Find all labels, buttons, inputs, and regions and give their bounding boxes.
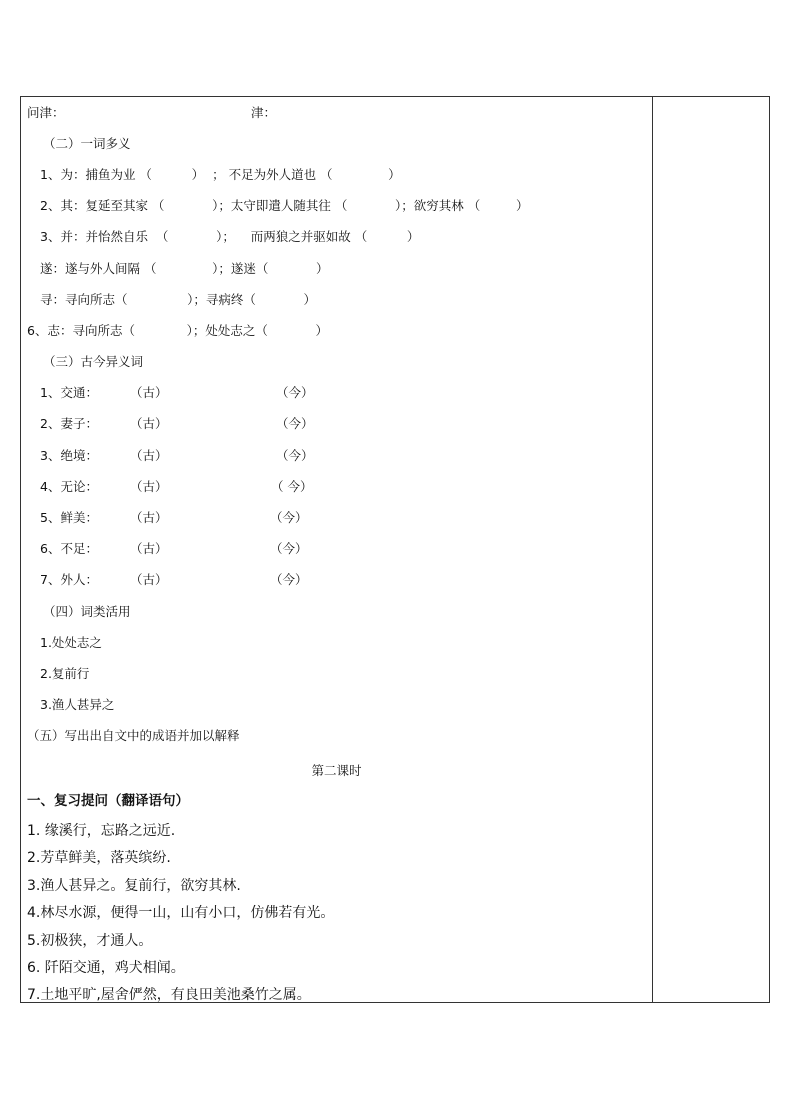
sec3-gu: （古） bbox=[130, 479, 168, 494]
sec3-term: 4、无论： bbox=[40, 479, 98, 494]
sec3-jin: （今） bbox=[276, 448, 314, 463]
sec4-item: 1.处处志之 bbox=[40, 635, 102, 650]
review-sentence: 5.初极狭，才通人。 bbox=[27, 933, 153, 949]
sec3-term: 1、交通： bbox=[40, 385, 98, 400]
sec3-jin: （今） bbox=[276, 385, 314, 400]
sec3-gu: （古） bbox=[130, 541, 168, 556]
sec2-heading: （二）一词多义 bbox=[43, 136, 131, 151]
review-heading: 一、复习提问（翻译语句） bbox=[27, 793, 189, 809]
wenjin-label: 问津： bbox=[27, 105, 65, 120]
sec4-heading: （四）词类活用 bbox=[43, 604, 131, 619]
sec3-term: 3、绝境： bbox=[40, 448, 98, 463]
review-sentence: 1. 缘溪行，忘路之远近. bbox=[27, 823, 176, 839]
sec4-item: 2.复前行 bbox=[40, 666, 90, 681]
review-sentence: 2.芳草鲜美，落英缤纷. bbox=[27, 850, 171, 866]
sec2-item: 6、志：寻向所志（ ）；处处志之（ ） bbox=[27, 323, 329, 338]
sec3-term: 5、鲜美： bbox=[40, 510, 98, 525]
review-sentence: 7.土地平旷,屋舍俨然，有良田美池桑竹之属。 bbox=[27, 987, 311, 1003]
sec3-term: 7、外人： bbox=[40, 572, 98, 587]
sec3-jin: （今） bbox=[276, 416, 314, 431]
sec3-term: 6、不足： bbox=[40, 541, 98, 556]
sec3-gu: （古） bbox=[130, 510, 168, 525]
column-divider bbox=[652, 97, 653, 1002]
sec2-item: 2、其：复延至其家 （ ）；太守即遣人随其往 （ ）；欲穷其林 （ ） bbox=[40, 198, 529, 213]
sec3-term: 2、妻子： bbox=[40, 416, 98, 431]
sec3-jin: （今） bbox=[270, 572, 308, 587]
sec3-jin: （ 今） bbox=[271, 479, 313, 494]
sec2-item: 遂：遂与外人间隔 （ ）；遂迷（ ） bbox=[40, 261, 329, 276]
sec3-heading: （三）古今异义词 bbox=[43, 354, 144, 369]
sec4-item: 3.渔人甚异之 bbox=[40, 697, 115, 712]
review-sentence: 3.渔人甚异之。复前行，欲穷其林. bbox=[27, 878, 241, 894]
sec3-gu: （古） bbox=[130, 448, 168, 463]
sec2-item: 寻：寻向所志（ ）；寻病终（ ） bbox=[40, 292, 317, 307]
sec3-gu: （古） bbox=[130, 572, 168, 587]
sec2-item: 1、为：捕鱼为业 （ ） ； 不足为外人道也 （ ） bbox=[40, 167, 401, 182]
lesson2-title: 第二课时 bbox=[311, 763, 362, 778]
sec3-jin: （今） bbox=[270, 510, 308, 525]
sec3-gu: （古） bbox=[130, 416, 168, 431]
review-sentence: 6. 阡陌交通，鸡犬相闻。 bbox=[27, 960, 185, 976]
review-sentence: 4.林尽水源，便得一山，山有小口，仿佛若有光。 bbox=[27, 905, 335, 921]
sec3-jin: （今） bbox=[270, 541, 308, 556]
jin-label: 津： bbox=[251, 105, 277, 120]
sec5-heading: （五）写出出自文中的成语并加以解释 bbox=[27, 728, 240, 743]
sec2-item: 3、并：并怡然自乐 （ ）； 而两狼之并驱如故 （ ） bbox=[40, 229, 420, 244]
sec3-gu: （古） bbox=[130, 385, 168, 400]
worksheet-table bbox=[20, 96, 770, 1003]
